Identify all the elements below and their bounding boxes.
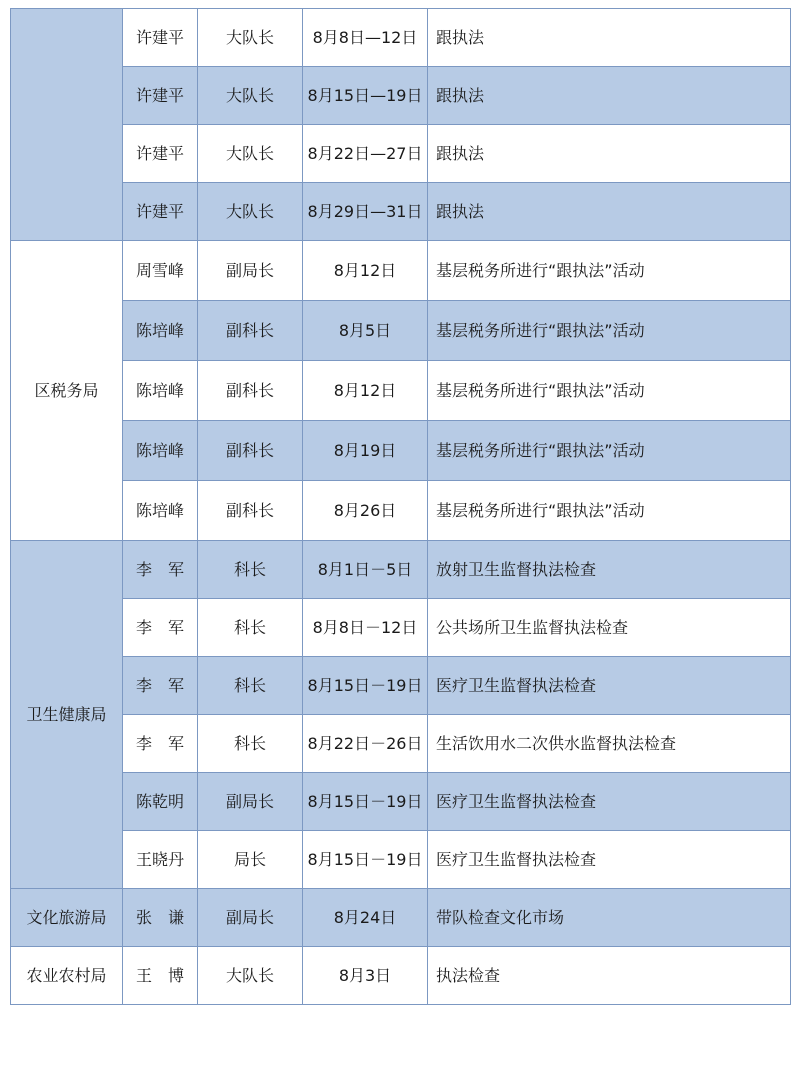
name-cell: 王 博 <box>123 947 198 1005</box>
date-cell: 8月19日 <box>303 421 428 481</box>
title-cell: 科长 <box>198 541 303 599</box>
name-cell: 李 军 <box>123 715 198 773</box>
date-cell: 8月15日－19日 <box>303 831 428 889</box>
title-cell: 大队长 <box>198 67 303 125</box>
table-row <box>11 183 791 241</box>
date-cell: 8月22日－26日 <box>303 715 428 773</box>
schedule-table <box>10 8 791 1005</box>
title-cell: 副科长 <box>198 301 303 361</box>
task-cell: 医疗卫生监督执法检查 <box>428 831 791 889</box>
title-cell: 科长 <box>198 657 303 715</box>
name-cell: 李 军 <box>123 599 198 657</box>
department-cell: 文化旅游局 <box>11 889 123 947</box>
table-row <box>11 773 791 831</box>
table-row <box>11 541 791 599</box>
date-cell: 8月15日－19日 <box>303 773 428 831</box>
name-cell: 陈培峰 <box>123 361 198 421</box>
table-row <box>11 947 791 1005</box>
task-cell: 医疗卫生监督执法检查 <box>428 657 791 715</box>
title-cell: 副科长 <box>198 421 303 481</box>
table-row <box>11 715 791 773</box>
date-cell: 8月22日—27日 <box>303 125 428 183</box>
title-cell: 副科长 <box>198 481 303 541</box>
name-cell: 陈培峰 <box>123 481 198 541</box>
table-row <box>11 657 791 715</box>
title-cell: 副局长 <box>198 241 303 301</box>
date-cell: 8月26日 <box>303 481 428 541</box>
date-cell: 8月1日－5日 <box>303 541 428 599</box>
table-row <box>11 9 791 67</box>
table-row <box>11 831 791 889</box>
table-row <box>11 481 791 541</box>
department-cell: 农业农村局 <box>11 947 123 1005</box>
name-cell: 许建平 <box>123 67 198 125</box>
task-cell: 跟执法 <box>428 9 791 67</box>
name-cell: 许建平 <box>123 9 198 67</box>
task-cell: 跟执法 <box>428 67 791 125</box>
department-cell <box>11 9 123 241</box>
date-cell: 8月29日—31日 <box>303 183 428 241</box>
task-cell: 基层税务所进行“跟执法”活动 <box>428 301 791 361</box>
task-cell: 基层税务所进行“跟执法”活动 <box>428 421 791 481</box>
table-row <box>11 599 791 657</box>
table-row <box>11 67 791 125</box>
name-cell: 陈乾明 <box>123 773 198 831</box>
date-cell: 8月8日—12日 <box>303 9 428 67</box>
department-cell: 卫生健康局 <box>11 541 123 889</box>
name-cell: 周雪峰 <box>123 241 198 301</box>
task-cell: 带队检查文化市场 <box>428 889 791 947</box>
task-cell: 医疗卫生监督执法检查 <box>428 773 791 831</box>
table-row <box>11 889 791 947</box>
title-cell: 大队长 <box>198 947 303 1005</box>
table-row <box>11 301 791 361</box>
task-cell: 公共场所卫生监督执法检查 <box>428 599 791 657</box>
task-cell: 基层税务所进行“跟执法”活动 <box>428 241 791 301</box>
name-cell: 张 谦 <box>123 889 198 947</box>
task-cell: 基层税务所进行“跟执法”活动 <box>428 361 791 421</box>
title-cell: 科长 <box>198 599 303 657</box>
name-cell: 李 军 <box>123 541 198 599</box>
table-row <box>11 241 791 301</box>
title-cell: 大队长 <box>198 9 303 67</box>
title-cell: 副科长 <box>198 361 303 421</box>
name-cell: 李 军 <box>123 657 198 715</box>
date-cell: 8月5日 <box>303 301 428 361</box>
table-row <box>11 421 791 481</box>
task-cell: 跟执法 <box>428 183 791 241</box>
table-row <box>11 361 791 421</box>
name-cell: 陈培峰 <box>123 421 198 481</box>
department-cell: 区税务局 <box>11 241 123 541</box>
name-cell: 王晓丹 <box>123 831 198 889</box>
task-cell: 基层税务所进行“跟执法”活动 <box>428 481 791 541</box>
task-cell: 执法检查 <box>428 947 791 1005</box>
title-cell: 大队长 <box>198 183 303 241</box>
task-cell: 生活饮用水二次供水监督执法检查 <box>428 715 791 773</box>
table-row <box>11 125 791 183</box>
date-cell: 8月15日－19日 <box>303 657 428 715</box>
date-cell: 8月15日—19日 <box>303 67 428 125</box>
name-cell: 许建平 <box>123 125 198 183</box>
date-cell: 8月12日 <box>303 241 428 301</box>
name-cell: 许建平 <box>123 183 198 241</box>
date-cell: 8月8日－12日 <box>303 599 428 657</box>
title-cell: 副局长 <box>198 773 303 831</box>
task-cell: 跟执法 <box>428 125 791 183</box>
title-cell: 科长 <box>198 715 303 773</box>
title-cell: 大队长 <box>198 125 303 183</box>
name-cell: 陈培峰 <box>123 301 198 361</box>
title-cell: 副局长 <box>198 889 303 947</box>
date-cell: 8月12日 <box>303 361 428 421</box>
date-cell: 8月3日 <box>303 947 428 1005</box>
task-cell: 放射卫生监督执法检查 <box>428 541 791 599</box>
title-cell: 局长 <box>198 831 303 889</box>
date-cell: 8月24日 <box>303 889 428 947</box>
